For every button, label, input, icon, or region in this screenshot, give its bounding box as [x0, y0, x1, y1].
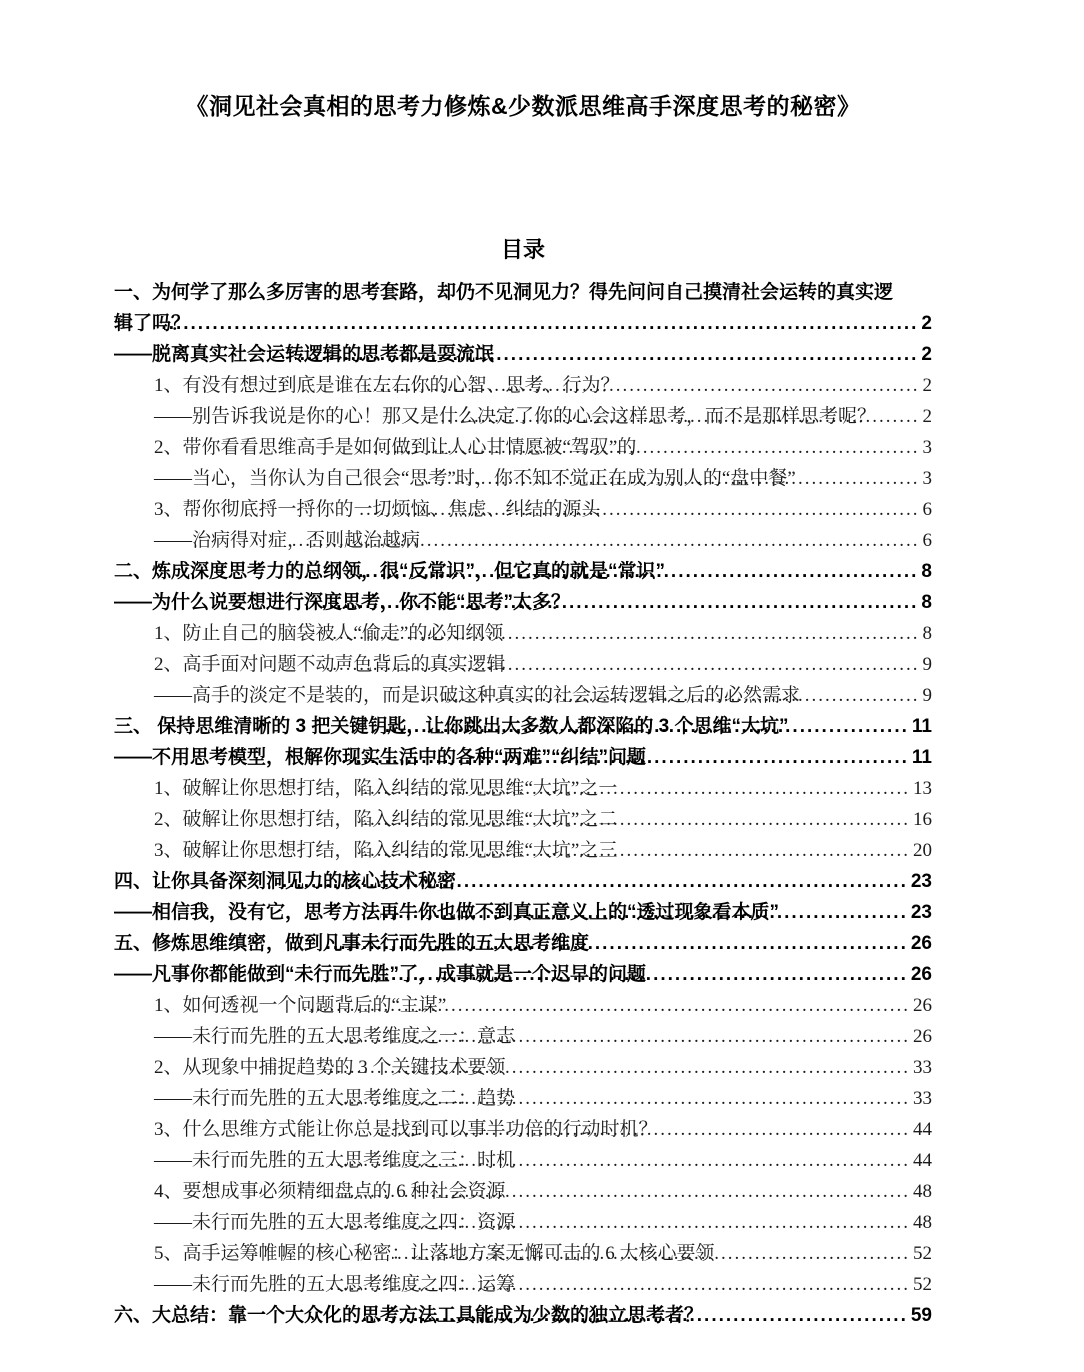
- toc-page-number: 8: [922, 623, 932, 644]
- toc-page-number: 44: [913, 1119, 932, 1140]
- toc-dot-leader: [301, 990, 910, 1021]
- toc-entry-text: 二、炼成深度思考力的总纲领，很“反常识”，但它真的就是“常识”: [114, 561, 666, 582]
- toc-entry-text: 五、修炼思维缜密，做到凡事未行而先胜的五大思考维度: [114, 933, 590, 954]
- toc-entry[interactable]: [114, 370, 932, 401]
- toc-entry[interactable]: [114, 432, 932, 463]
- toc-page-number: 8: [921, 561, 932, 582]
- toc-page-number: 3: [922, 437, 932, 458]
- toc-entry-text: ——未行而先胜的五大思考维度之一：意志: [154, 1026, 516, 1047]
- toc-entry-text: ——凡事你都能做到“未行而先胜”了，成事就是一个迟早的问题: [114, 964, 647, 985]
- toc-entry[interactable]: [114, 649, 932, 680]
- toc-page-number: 2: [922, 406, 932, 427]
- toc-entry-text: 3、破解让你思想打结，陷入纠结的常见思维“大坑”之三: [154, 840, 618, 861]
- toc-page-number: 16: [913, 809, 932, 830]
- toc-dot-leader: [327, 1083, 910, 1114]
- toc-dot-leader: [343, 742, 909, 773]
- toc-entry-text: 六、大总结：靠一个大众化的思考方法工具能成为少数的独立思考者？: [114, 1305, 704, 1326]
- toc-entry-text: 3、什么思维方式能让你总是找到可以事半功倍的行动时机？: [154, 1119, 658, 1140]
- document-title: 《洞见社会真相的思考力修炼&少数派思维高手深度思考的秘密》: [185, 93, 861, 119]
- toc-dot-leader: [392, 1238, 910, 1269]
- toc-page-number: 48: [913, 1212, 932, 1233]
- toc-dot-leader: [326, 649, 920, 680]
- toc-page-number: 23: [910, 871, 932, 892]
- toc-dot-leader: [325, 618, 919, 649]
- toc-page-number: 2: [921, 313, 932, 334]
- toc-dot-leader: [343, 959, 908, 990]
- toc-entry-text: 3、帮你彻底捋一捋你的一切烦恼、焦虑、纠结的源头: [154, 499, 601, 520]
- toc-entry[interactable]: [114, 1145, 932, 1176]
- toc-dot-leader: [419, 680, 920, 711]
- toc-page-number: 11: [911, 716, 932, 737]
- toc-entry-text: ——别告诉我说是你的心！那又是什么决定了你的心会这样思考，而不是那样思考呢？: [154, 406, 877, 427]
- toc-dot-leader: [321, 587, 918, 618]
- toc-entry[interactable]: [114, 618, 932, 649]
- toc-entry-text: 2、高手面对问题不动声色背后的真实逻辑: [154, 654, 506, 675]
- toc-entry[interactable]: [114, 1021, 932, 1052]
- toc-dot-leader: [324, 1052, 910, 1083]
- toc-page-number: 44: [913, 1150, 932, 1171]
- toc-entry[interactable]: [114, 1083, 932, 1114]
- toc-entry[interactable]: [114, 866, 932, 897]
- toc-entry-text: 四、让你具备深刻洞见力的核心技术秘密: [114, 871, 457, 892]
- toc-entry[interactable]: [114, 897, 932, 928]
- toc-dot-leader: [362, 773, 910, 804]
- toc-page-number: 9: [922, 685, 932, 706]
- toc-entry[interactable]: [114, 587, 932, 618]
- toc-entry[interactable]: [114, 835, 932, 866]
- toc-entry-text: 辑了吗？: [114, 313, 191, 334]
- toc-entry-text: ——未行而先胜的五大思考维度之四：资源: [154, 1212, 516, 1233]
- toc-entry-text: 4、要想成事必须精细盘点的 6 种社会资源: [154, 1181, 506, 1202]
- toc-dot-leader: [324, 1176, 910, 1207]
- toc-entry-text: 2、带你看看思维高手是如何做到让人心甘情愿被“驾驭”的: [154, 437, 637, 458]
- toc-entry[interactable]: [114, 525, 932, 556]
- toc-entry[interactable]: [114, 277, 932, 308]
- toc-dot-leader: [366, 370, 920, 401]
- toc-dot-leader: [292, 525, 919, 556]
- toc-page-number: 59: [910, 1305, 932, 1326]
- toc-page-number: 2: [921, 344, 932, 365]
- toc-entry[interactable]: [114, 928, 932, 959]
- toc-entry-text: 2、破解让你思想打结，陷入纠结的常见思维“大坑”之二: [154, 809, 618, 830]
- toc-entry[interactable]: [114, 804, 932, 835]
- toc-dot-leader: [351, 556, 918, 587]
- toc-page-number: 26: [910, 933, 932, 954]
- toc-page-number: 26: [913, 1026, 932, 1047]
- toc-entry[interactable]: [114, 711, 932, 742]
- toc-page-number: 33: [913, 1057, 932, 1078]
- toc-page-number: 3: [922, 468, 932, 489]
- toc-page-number: 26: [913, 995, 932, 1016]
- toc-dot-leader: [380, 897, 908, 928]
- toc-heading: 目录: [500, 237, 545, 262]
- toc-entry[interactable]: [114, 1052, 932, 1083]
- toc-page-number: 23: [910, 902, 932, 923]
- toc-dot-leader: [371, 432, 919, 463]
- toc-page-number: 48: [913, 1181, 932, 1202]
- toc-entry-text: ——未行而先胜的五大思考维度之四：运筹: [154, 1274, 516, 1295]
- toc-dot-leader: [279, 866, 908, 897]
- toc-dot-leader: [359, 494, 919, 525]
- toc-dot-leader: [362, 835, 910, 866]
- toc-dot-leader: [327, 1145, 910, 1176]
- toc-page-number: 11: [911, 747, 932, 768]
- toc-entry[interactable]: [114, 990, 932, 1021]
- toc-entry-text: 三、 保持思维清晰的 3 把关键钥匙，让你跳出大多数人都深陷的 3 个思维“大坑”: [114, 716, 789, 737]
- toc-entry[interactable]: [114, 1238, 932, 1269]
- toc-entry[interactable]: [114, 1269, 932, 1300]
- toc-page-number: 33: [913, 1088, 932, 1109]
- toc-dot-leader: [161, 308, 918, 339]
- toc-page-number: 26: [910, 964, 932, 985]
- toc-entry[interactable]: [114, 339, 932, 370]
- toc-entry-text: ——治病得对症，否则越治越病: [154, 530, 421, 551]
- toc-dot-leader: [327, 1207, 910, 1238]
- toc-entry-text: ——不用思考模型，根解你现实生活中的各种“两难”“纠结”问题: [114, 747, 647, 768]
- toc-entry-text: 2、从现象中捕捉趋势的 3 个关键技术要领: [154, 1057, 506, 1078]
- toc-page-number: 2: [922, 375, 932, 396]
- toc-dot-leader: [295, 339, 919, 370]
- toc-entry-text: 一、为何学了那么多厉害的思考套路，却仍不见洞见力？得先问问自己摸清社会运转的真实逻: [114, 282, 894, 303]
- toc-page-number: 52: [913, 1274, 932, 1295]
- toc-entry[interactable]: [114, 680, 932, 711]
- toc-entry-text: 5、高手运筹帷幄的核心秘密：让落地方案无懈可击的 6 大核心要领: [154, 1243, 715, 1264]
- toc-entry-text: 1、破解让你思想打结，陷入纠结的常见思维“大坑”之一: [154, 778, 618, 799]
- toc-entry[interactable]: [114, 463, 932, 494]
- toc-page-number: 13: [913, 778, 932, 799]
- toc-entry[interactable]: [114, 401, 932, 432]
- toc-entry[interactable]: [114, 494, 932, 525]
- toc-entry-text: ——未行而先胜的五大思考维度之二：趋势: [154, 1088, 516, 1109]
- toc-entry-text: 1、有没有想过到底是谁在左右你的心智、思考、行为？: [154, 375, 620, 396]
- toc-entry-text: ——高手的淡定不是装的，而是识破这种真实的社会运转逻辑之后的必然需求: [154, 685, 801, 706]
- toc-entry[interactable]: [114, 1176, 932, 1207]
- toc-entry-text: ——未行而先胜的五大思考维度之三：时机: [154, 1150, 516, 1171]
- toc-entry[interactable]: [114, 556, 932, 587]
- toc-entry[interactable]: [114, 773, 932, 804]
- toc-dot-leader: [359, 1300, 908, 1331]
- toc-dot-leader: [417, 463, 919, 494]
- toc-dot-leader: [383, 711, 909, 742]
- toc-list: [114, 277, 932, 1331]
- toc-entry-text: 1、如何透视一个问题背后的“主谋”: [154, 995, 447, 1016]
- toc-entry[interactable]: [114, 1207, 932, 1238]
- toc-entry-text: ——脱离真实社会运转逻辑的思考都是耍流氓: [114, 344, 495, 365]
- toc-dot-leader: [438, 401, 920, 432]
- toc-dot-leader: [327, 1021, 910, 1052]
- toc-entry[interactable]: [114, 1114, 932, 1145]
- toc-page-number: 6: [922, 530, 932, 551]
- toc-entry[interactable]: [114, 959, 932, 990]
- toc-entry-text: ——相信我，没有它，思考方法再牛你也做不到真正意义上的“透过现象看本质”: [114, 902, 780, 923]
- toc-dot-leader: [325, 928, 908, 959]
- toc-page-number: 8: [921, 592, 932, 613]
- toc-dot-leader: [362, 804, 910, 835]
- toc-entry[interactable]: [114, 1300, 932, 1331]
- toc-entry-text: ——为什么说要想进行深度思考，你不能“思考”太多？: [114, 592, 571, 613]
- toc-page-number: 6: [922, 499, 932, 520]
- toc-page-number: 9: [922, 654, 932, 675]
- toc-dot-leader: [327, 1269, 910, 1300]
- toc-entry[interactable]: [114, 308, 932, 339]
- toc-entry-text: ——当心，当你认为自己很会“思考”时，你不知不觉正在成为别人的“盘中餐”: [154, 468, 796, 489]
- toc-dot-leader: [375, 1114, 910, 1145]
- toc-entry[interactable]: [114, 742, 932, 773]
- toc-page-number: 20: [913, 840, 932, 861]
- toc-entry-text: 1、防止自己的脑袋被人“偷走”的必知纲领: [154, 623, 504, 644]
- toc-page-number: 52: [913, 1243, 932, 1264]
